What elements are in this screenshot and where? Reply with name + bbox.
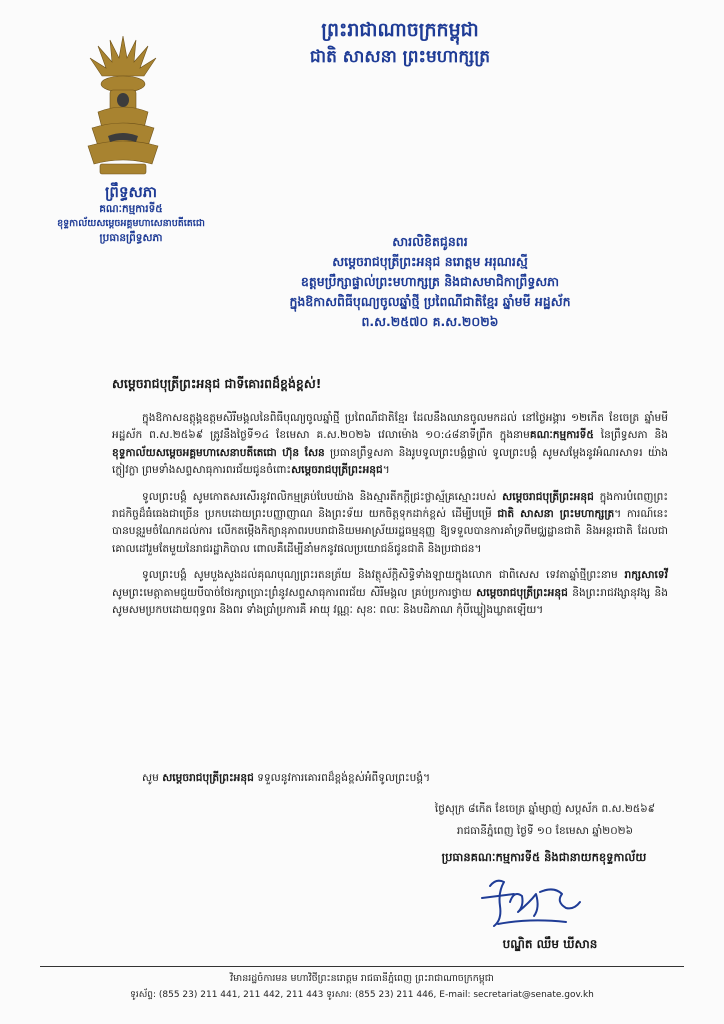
signer-title: ប្រធានគណៈកម្មការទី៥ និងជានាយកខុទ្ទកាល័យ xyxy=(441,850,647,864)
heading-line-2: សម្តេចរាជបុត្រីព្រះអនុជ នរោត្តម អរុណរស្មី xyxy=(332,254,528,269)
p2-text-a: ទូលព្រះបង្គំ សូមកោតសរសើរនូវពលិកម្មគ្រប់បែបយ៉ាង និងស្មារតីកក្តីជ្រះថ្លាស្ម័គ្រស្មោះរបស់ xyxy=(142,490,503,503)
p1-bold-d: ខុទ្ទកាល័យសម្តេចអគ្គមហាសេនាបតីតេជោ ហ៊ុន សែន xyxy=(112,446,325,459)
paragraph-1 xyxy=(112,410,668,480)
kingdom-title: ព្រះរាជាណាចក្រកម្ពុជា xyxy=(321,19,479,41)
heading-line-1: សារលិខិតជូនពរ xyxy=(392,234,468,249)
commission-name: គណៈកម្មការទី៥ xyxy=(99,203,163,215)
heading-line-4: ក្នុងឱកាសពិធីបុណ្យចូលឆ្នាំថ្មី ប្រពៃណីជាតិខ្មែរ ឆ្នាំមមី អដ្ឋស័ក xyxy=(289,294,571,309)
p2-bold-b: សម្តេចរាជបុត្រីព្រះអនុជ xyxy=(502,490,594,503)
footer xyxy=(40,970,684,1004)
senate-role: ប្រធានព្រឹទ្ធសភា xyxy=(99,232,163,244)
heading-line-3: ឧត្តមប្រឹក្សាផ្ទាល់ព្រះមហាក្សត្រ និងជាសមាជិកាព្រឹទ្ធសភា xyxy=(300,274,560,289)
senate-emblem-icon xyxy=(78,32,168,182)
p1-text-a: ក្នុងឱកាសឧត្តុង្គឧត្តមសិរីមង្គលនៃពិធីបុណ្យចូលឆ្នាំថ្មី ប្រពៃណីជាតិខ្មែរ ដែលនឹងឈានចូលមកដល់ នៅថ្ងៃអង្គារ ១២កើត ខែចេត្រ ឆ្នាំមមី អដ្ឋស័ក ព.ស.២៥៦៩ ត្រូវនឹងថ្ងៃទី១៤ ខែមេសា គ.ស.២០២៦ វេលាម៉ោង ១០:៤៨នាទីព្រឹក ក្នុងនាម xyxy=(112,412,668,442)
p1-text-c: នៃព្រឹទ្ធសភា និង xyxy=(593,429,668,442)
office-name: ខុទ្ទកាល័យសម្តេចអគ្គមហាសេនាបតីតេជោ xyxy=(57,218,205,229)
signature-icon xyxy=(470,872,590,936)
footer-divider xyxy=(40,966,684,967)
p2-text-e: ។ ការណ៍នេះ បានបន្តរួមចំណែកដល់ការ លើកតម្កើងកិត្យានុភាពរបបរាជានិយមអាស្រ័យរដ្ឋធម្មនុញ្ញ ឱ្យទទួលបានការគាំទ្រពីមជ្ឈដ្ឋានជាតិ និងអន្តរជាតិ ដែលជាគោលដៅរួមតែមួយនៃរាជរដ្ឋាភិបាល ពោលគឺដើម្បីនាំមកនូវផលប្រយោជន៍ជូនជាតិ និងប្រជាជន។ xyxy=(112,508,668,555)
footer-address: វិមានរដ្ឋចំការមន មហាវិថីព្រះនរោត្តម រាជធានីភ្នំពេញ ព្រះរាជាណាចក្រកម្ពុជា xyxy=(230,973,494,984)
national-motto: ជាតិ សាសនា ព្រះមហាក្សត្រ xyxy=(309,47,491,67)
p1-text-e: ប្រធានព្រឹទ្ធសភា និងរូបទូលព្រះបង្គំផ្ទាល់ ទូលព្រះបង្គំ សូមសម្តែងនូវអំណរសាទរ យ៉ាងក្លៀវក្លា ព្រមទាំងសព្ទសាធុការពរជ័យជូនចំពោះ xyxy=(112,446,668,477)
lunar-date: ថ្ងៃសុក្រ ៨កើត ខែចេត្រ ឆ្នាំម្សាញ់ សប្តស័ក ព.ស.២៥៦៩ xyxy=(434,803,656,815)
p1-bold-b: គណៈកម្មការទី៥ xyxy=(529,429,594,442)
date-block xyxy=(400,798,690,842)
heading-line-5: ព.ស.២៥៧០ គ.ស.២០២៦ xyxy=(361,314,499,329)
letter-body xyxy=(112,410,668,628)
p2-text-c: ក្នុងការបំពេញព្រះរាជកិច្ចដ៏ធំធេងជាច្រើន ប្រកបដោយព្រះបញ្ញាញាណ និងព្រះទ័យ យកចិត្តទុកដាក់ខ្ពស់ ដើម្បីបម្រើ xyxy=(112,490,668,521)
p3-text-a: ទូលព្រះបង្គំ សូមបួងសួងដល់គុណបុណ្យព្រះរតនត្រ័យ និងវត្ថុស័ក្តិសិទ្ធិទាំងឡាយក្នុងលោក ជាពិសេស ទេវតាឆ្នាំថ្មីព្រះនាម xyxy=(142,569,625,582)
p1-bold-f: សម្តេចរាជបុត្រីព្រះអនុជ xyxy=(291,464,383,477)
signer-name: បណ្ឌិត ឈឹម ឃីសាន xyxy=(502,937,598,951)
p1-text-g: ។ xyxy=(382,464,390,477)
kingdom-header xyxy=(250,16,550,70)
p2-bold-d: ជាតិ សាសនា ព្រះមហាក្សត្រ xyxy=(497,508,615,521)
p3-bold-d: សម្តេចរាជបុត្រីព្រះអនុជ xyxy=(476,586,568,599)
senate-name: ព្រឹទ្ធសភា xyxy=(104,183,158,201)
salutation: សម្តេចរាជបុត្រីព្រះអនុជ ជាទីគោរពដ៏ខ្ពង់ខ្ពស់! xyxy=(112,376,322,391)
p3-text-c: សូមព្រះមេត្តាតាមជួយបីបាច់ថែរក្សាប្រោះព្រំនូវសព្ទសាធុការពរជ័យ សិរីមង្គល គ្រប់ប្រការថ្វាយ xyxy=(112,586,477,599)
paragraph-3 xyxy=(112,567,668,619)
footer-contact: ទូរស័ព្ទ: (855 23) 211 441, 211 442, 211 443 ទូរសារ: (855 23) 211 446, E-mail: secretariat@senate.gov.kh xyxy=(130,990,594,1000)
p3-bold-b: រាក្សសាទេវី xyxy=(624,569,668,582)
p3-text-e: និងព្រះរាជវង្សានុវង្ស និងសូមសមប្រកបដោយពុទ្ធពរ និងពរ ទាំងប្រាំប្រការគឺ អាយុ វណ្ណៈ សុខៈ ពលៈ និងបដិភាណ កុំបីឃ្លៀងឃ្លាតឡើយ។ xyxy=(112,586,668,617)
closing-text-a: សូម xyxy=(142,772,163,784)
letter-heading xyxy=(190,232,670,332)
paragraph-2 xyxy=(112,489,668,559)
closing-bold-b: សម្តេចរាជបុត្រីព្រះអនុជ xyxy=(162,772,254,784)
closing-text-c: ទទួលនូវការគោរពដ៏ខ្ពង់ខ្ពស់អំពីទូលព្រះបង្គំ។ xyxy=(253,772,431,784)
solar-date: រាជធានីភ្នំពេញ ថ្ងៃទី ១០ ខែមេសា ឆ្នាំ២០២៦ xyxy=(456,825,634,837)
closing-line xyxy=(142,770,430,787)
